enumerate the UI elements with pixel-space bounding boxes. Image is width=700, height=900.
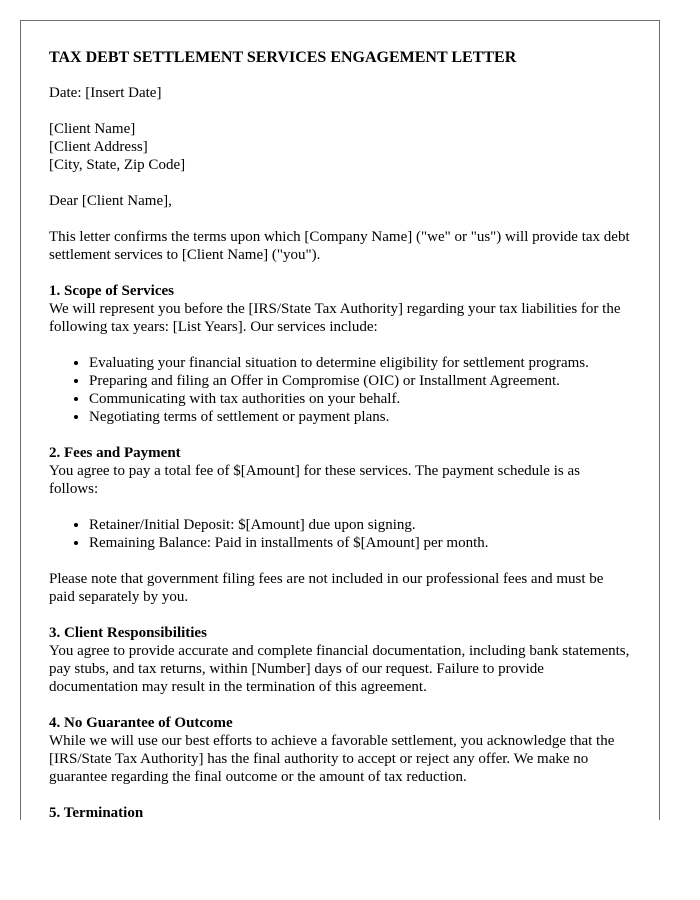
list-item: • Negotiating terms of settlement or payment plans.	[89, 408, 631, 426]
client-address-block	[49, 120, 631, 174]
section-text: You agree to provide accurate and complete financial documentation, including bank statements, pay stubs, and tax returns, within [Number] days of our request. Failure to provide documentation may result in the termination of this agreement.	[49, 643, 630, 695]
list-item: • Remaining Balance: Paid in installments of $[Amount] per month.	[89, 534, 631, 552]
list-item: • Communicating with tax authorities on your behalf.	[89, 390, 631, 408]
list-item: • Preparing and filing an Offer in Compromise (OIC) or Installment Agreement.	[89, 372, 631, 390]
section-text: We will represent you before the [IRS/State Tax Authority] regarding your tax liabilities for the following tax years: [List Years]. Our services include:	[49, 301, 621, 335]
salutation: Dear [Client Name],	[49, 193, 172, 209]
section-scope-of-services	[49, 282, 631, 426]
section-heading: 5. Termination	[49, 805, 144, 820]
services-list	[49, 354, 631, 426]
list-item: • Retainer/Initial Deposit: $[Amount] due upon signing.	[89, 516, 631, 534]
section-fees-and-payment	[49, 444, 631, 606]
fees-note: Please note that government filing fees are not included in our professional fees and must be paid separately by you.	[49, 571, 604, 605]
client-address-line: [Client Address]	[49, 139, 148, 155]
section-no-guarantee	[49, 714, 631, 786]
list-item: • Evaluating your financial situation to determine eligibility for settlement programs.	[89, 354, 631, 372]
letter-page	[20, 20, 660, 820]
section-heading: 2. Fees and Payment	[49, 445, 181, 461]
section-heading: 3. Client Responsibilities	[49, 625, 207, 641]
section-text: You agree to pay a total fee of $[Amount] for these services. The payment schedule is as follows:	[49, 463, 580, 497]
client-name-line: [Client Name]	[49, 121, 136, 137]
section-termination	[49, 804, 631, 820]
client-city-line: [City, State, Zip Code]	[49, 157, 186, 173]
intro-paragraph: This letter confirms the terms upon which [Company Name] ("we" or "us") will provide tax debt settlement services to [Client Name] ("you").	[49, 229, 630, 263]
date-line: Date: [Insert Date]	[49, 85, 162, 101]
section-heading: 4. No Guarantee of Outcome	[49, 715, 233, 731]
section-text: While we will use our best efforts to achieve a favorable settlement, you acknowledge that the [IRS/State Tax Authority] has the final authority to accept or reject any offer. We make no guarantee regarding the final outcome or the amount of tax reduction.	[49, 733, 615, 785]
payment-schedule-list	[49, 516, 631, 552]
section-client-responsibilities	[49, 624, 631, 696]
letter-title: TAX DEBT SETTLEMENT SERVICES ENGAGEMENT LETTER	[49, 49, 517, 66]
section-heading: 1. Scope of Services	[49, 283, 174, 299]
letter-content	[21, 21, 659, 820]
